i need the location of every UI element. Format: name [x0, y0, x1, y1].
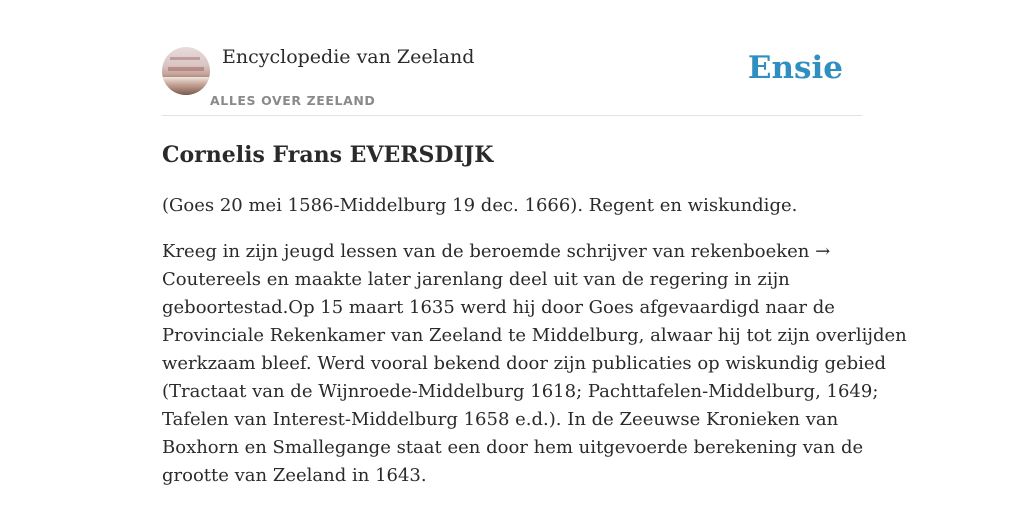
site-header: [162, 44, 862, 116]
article-body-line: Coutereels en maakte later jarenlang deel uit van de regering in zijn: [162, 269, 790, 290]
article-intro: (Goes 20 mei 1586-Middelburg 19 dec. 1666). Regent en wiskundige.: [162, 195, 798, 216]
article-body-line: Provinciale Rekenkamer van Zeeland te Middelburg, alwaar hij tot zijn overlijden: [162, 325, 907, 346]
avatar-detail: [162, 77, 210, 95]
article-body-line: geboortestad.Op 15 maart 1635 werd hij door Goes afgevaardigd naar de: [162, 297, 835, 318]
brand-logo-link[interactable]: Ensie: [747, 50, 843, 86]
site-subtitle: ALLES OVER ZEELAND: [210, 93, 376, 108]
article-body-line: (Tractaat van de Wijnroede-Middelburg 1618; Pachttafelen-Middelburg, 1649;: [162, 381, 879, 402]
article-body-line: Tafelen van Interest-Middelburg 1658 e.d.). In de Zeeuwse Kronieken van: [162, 409, 839, 430]
article-title: Cornelis Frans EVERSDIJK: [162, 142, 494, 168]
article-body-line: werkzaam bleef. Werd vooral bekend door zijn publicaties op wiskundig gebied: [162, 353, 887, 374]
article-body: [162, 238, 907, 490]
avatar-detail: [170, 57, 200, 60]
site-title-link[interactable]: Encyclopedie van Zeeland: [222, 46, 475, 68]
article-body-line: Kreeg in zijn jeugd lessen van de beroemde schrijver van rekenboeken →: [162, 241, 831, 262]
article-body-line: grootte van Zeeland in 1643.: [162, 465, 427, 486]
site-avatar[interactable]: [162, 47, 210, 95]
avatar-detail: [168, 67, 204, 71]
article-body-line: Boxhorn en Smallegange staat een door hem uitgevoerde berekening van de: [162, 437, 864, 458]
article: [162, 140, 907, 490]
